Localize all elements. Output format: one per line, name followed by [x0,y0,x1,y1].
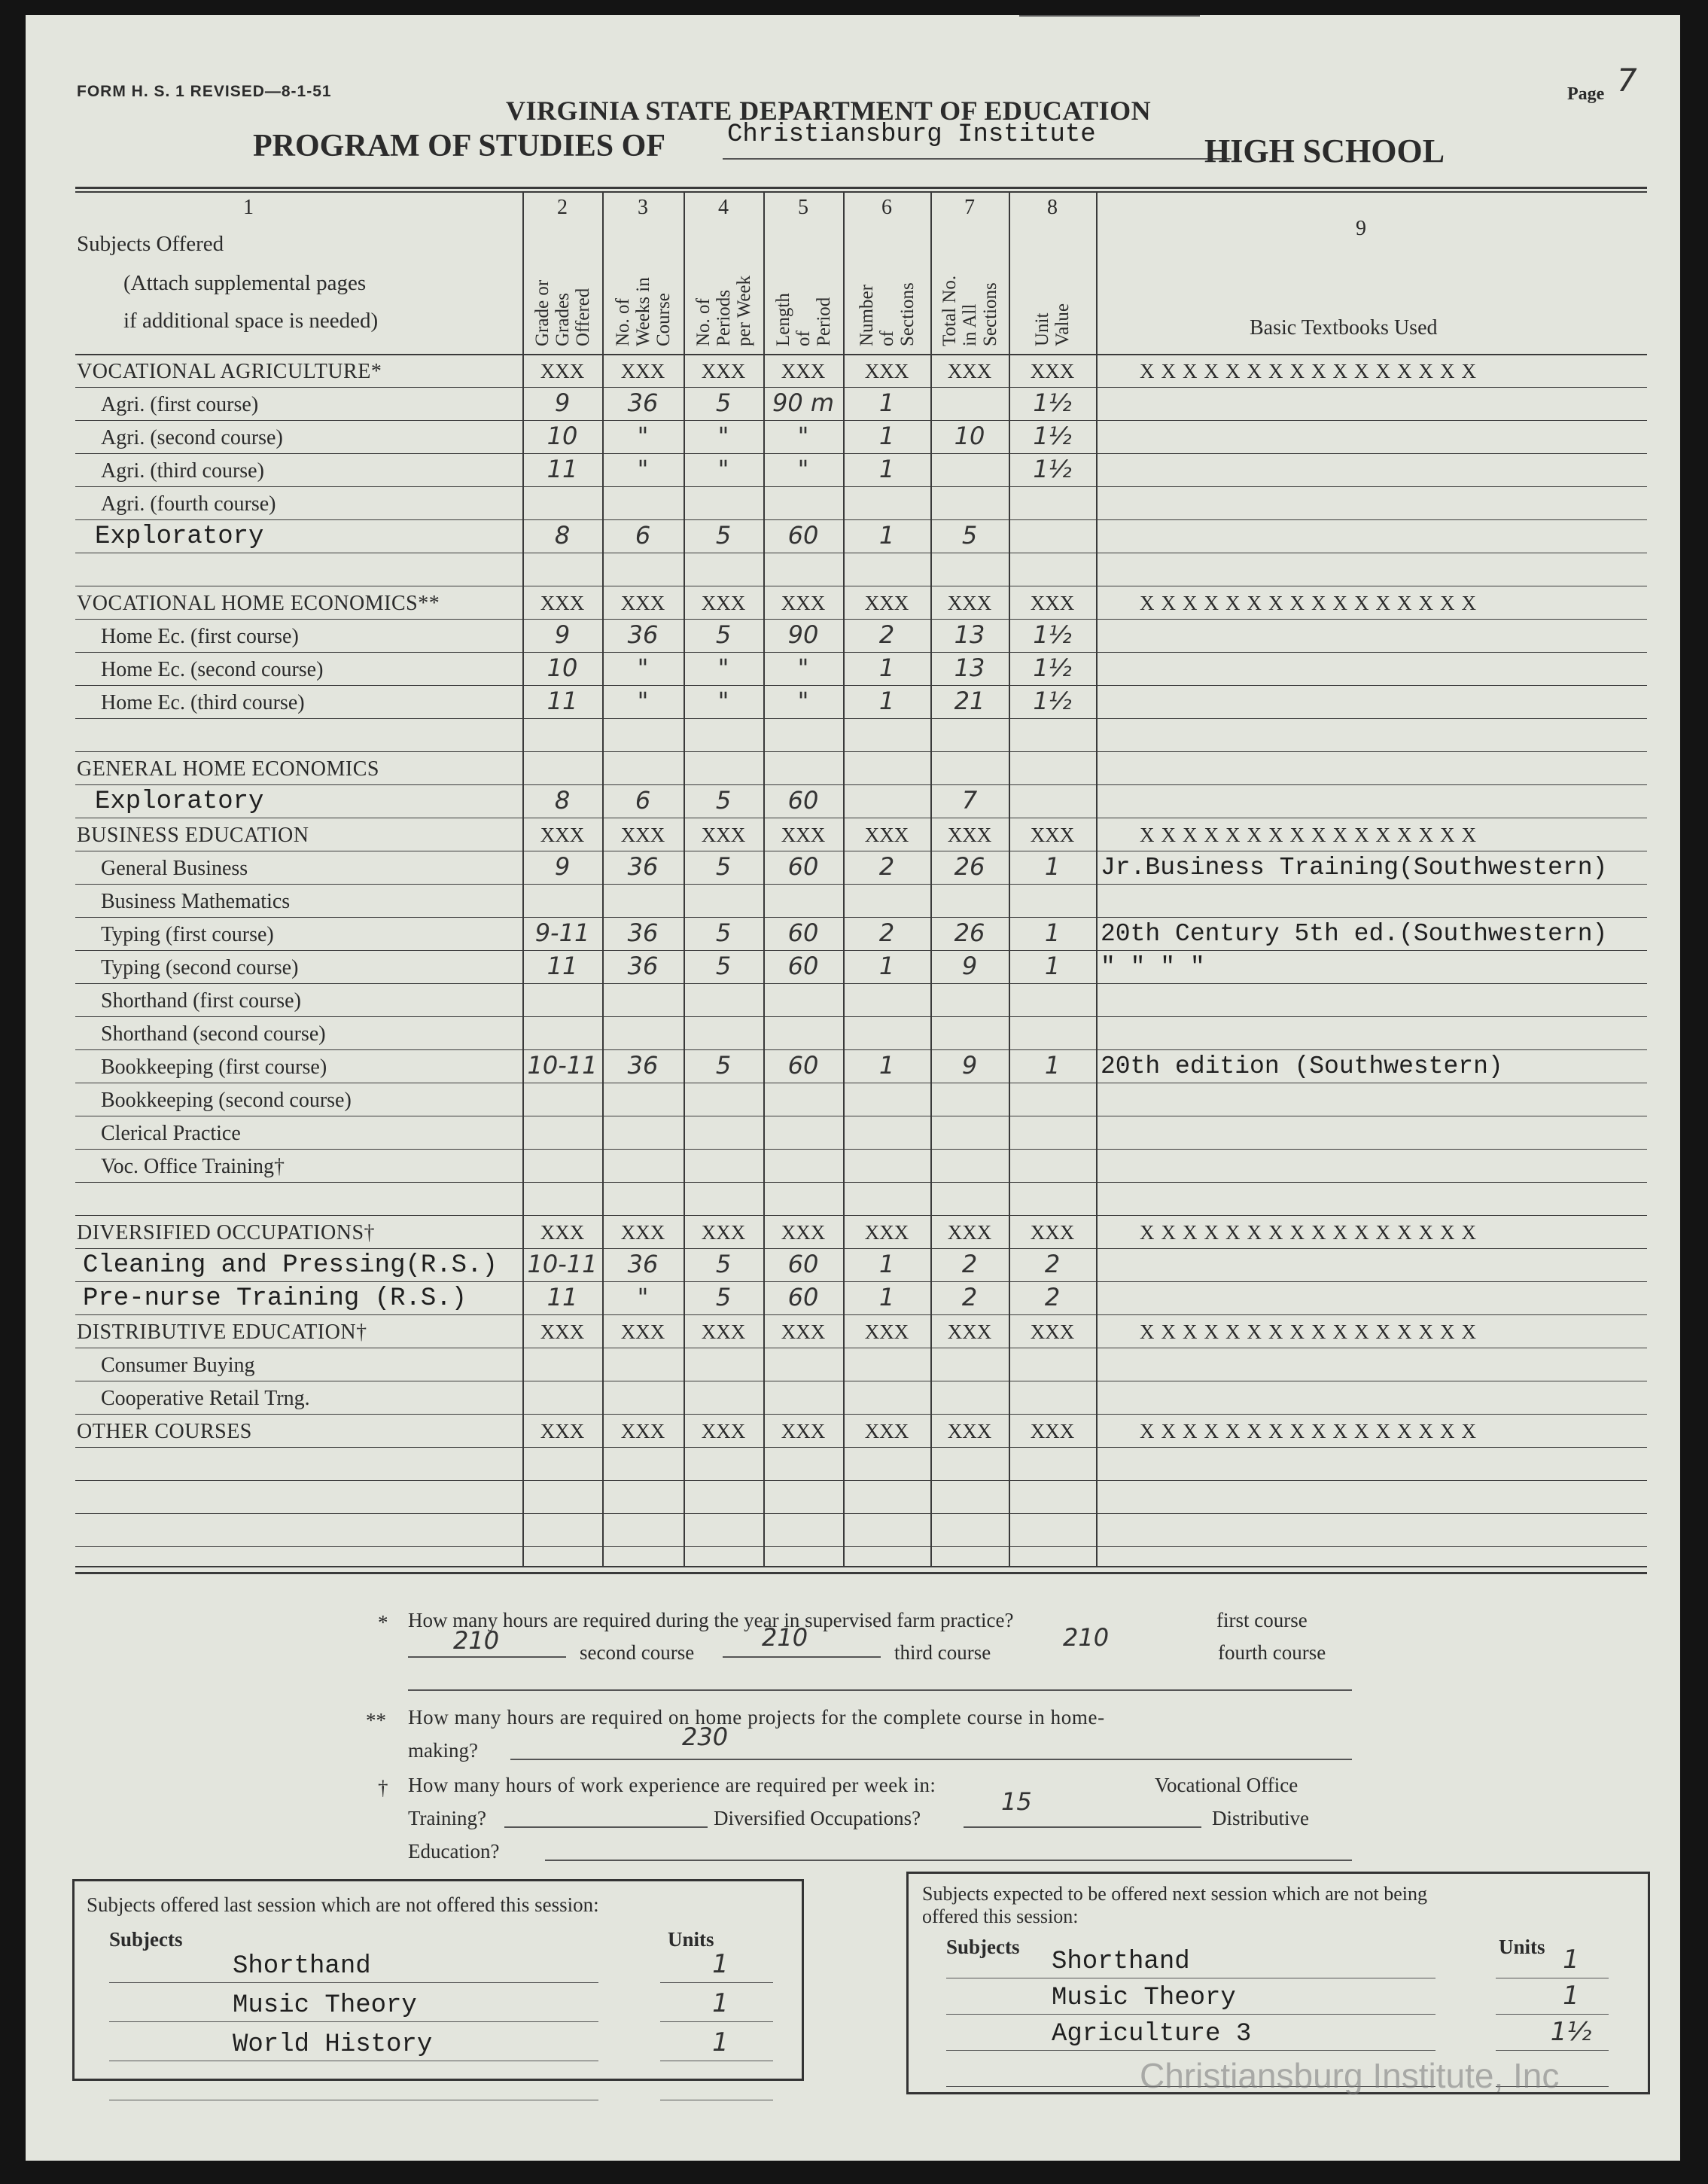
xxx-cell: XXX [864,1320,909,1343]
box-subject: Music Theory [233,1991,417,2020]
column-header-total: Total No. in All Sections [939,275,1000,346]
xxx-cell: XXX [864,1221,909,1244]
cell-grade: 11 [546,952,578,980]
q3-vot-label: Vocational Office [1155,1774,1299,1796]
cell-periods: 5 [715,786,732,815]
xxx-cell: XXX [864,592,909,614]
column-number: 3 [638,196,648,219]
row-rule [75,1182,1647,1183]
cell-unit: 2 [1044,1250,1061,1278]
column-number: 7 [964,196,975,219]
q3-edu-label: Education? [408,1840,500,1863]
xxx-cell: XXX [947,1320,992,1343]
cell-sections: 1 [878,455,895,483]
subject-label: Cooperative Retail Trng. [101,1387,310,1410]
column-number: 1 [243,196,254,219]
cell-periods: " [717,422,729,450]
cell-weeks: " [637,422,649,450]
xxx-cell: XXX [781,360,826,382]
cell-grade: 9-11 [534,918,590,947]
xxx-cell: XXX [947,1420,992,1442]
box-units: 1 [712,1949,729,1979]
table-top-rule [75,187,1647,189]
row-rule [75,983,1647,984]
subject-label: Shorthand (first course) [101,989,301,1013]
cell-total: 26 [954,918,985,947]
row-rule [75,1016,1647,1017]
basic-textbooks-heading: Basic Textbooks Used [1250,316,1438,340]
subject-label: Pre-nurse Training (R.S.) [83,1284,467,1313]
cell-grade: 11 [546,1283,578,1311]
header-bottom-rule [75,354,1647,355]
subject-label: Typing (second course) [101,956,299,979]
xxx-cell: XXX [1030,1320,1075,1343]
subject-label: Home Ec. (second course) [101,658,324,681]
next-session-subjects-label: Subjects [946,1936,1020,1958]
program-suffix: HIGH SCHOOL [1204,133,1445,169]
xxx-cell: XXX [540,360,585,382]
row-rule [75,917,1647,918]
cell-weeks: " [637,1283,649,1311]
cell-sections: 1 [878,388,895,417]
cell-length: 60 [787,521,819,550]
cell-total: 9 [961,1051,978,1080]
column-number: 9 [1356,217,1366,240]
row-rule [75,1149,1647,1150]
box-subject: Shorthand [1052,1948,1190,1976]
xxx-cell: XXX [620,592,665,614]
cell-periods: " [717,455,729,483]
cell-grade: 8 [554,521,571,550]
last-session-title: Subjects offered last session which are not offered this session: [87,1893,599,1916]
xxx-cell: XXX [620,1221,665,1244]
textbook-xxx: XXXXXXXXXXXXXXXX [1140,824,1483,846]
cell-length: 90 m [772,388,835,417]
cell-total: 13 [954,653,985,682]
cell-weeks: 36 [627,388,659,417]
xxx-cell: XXX [701,824,746,846]
subject-label: Agri. (third course) [101,459,264,483]
q1-line1: How many hours are required during the year in supervised farm practice? [408,1609,1014,1631]
next-session-title-1: Subjects expected to be offered next session which are not being [922,1883,1427,1905]
box-units: 1 [712,1988,729,2018]
cell-periods: " [717,653,729,682]
textbook-entry: 20th edition (Southwestern) [1101,1052,1503,1080]
cell-weeks: " [637,455,649,483]
xxx-cell: XXX [540,592,585,614]
row-rule [75,718,1647,719]
xxx-cell: XXX [781,1420,826,1442]
cell-weeks: 36 [627,952,659,980]
xxx-cell: XXX [540,1420,585,1442]
form-id: FORM H. S. 1 REVISED—8-1-51 [77,83,332,100]
subject-label: Consumer Buying [101,1354,255,1377]
textbook-entry: 20th Century 5th ed.(Southwestern) [1101,920,1608,948]
xxx-cell: XXX [701,592,746,614]
cell-sections: 1 [878,687,895,715]
cell-sections: 1 [878,653,895,682]
cell-total: 26 [954,852,985,881]
page-number: 7 [1617,62,1637,99]
row-rule [75,486,1647,487]
subject-label: Home Ec. (first course) [101,625,299,648]
row-rule [75,884,1647,885]
category-label: VOCATIONAL HOME ECONOMICS** [77,592,440,615]
box-subject: Shorthand [233,1952,371,1981]
cell-unit: 1½ [1033,687,1072,715]
cell-periods: 5 [715,918,732,947]
box-entry-line [946,2050,1436,2051]
program-prefix: PROGRAM OF STUDIES OF [253,129,665,163]
xxx-cell: XXX [620,1420,665,1442]
cell-periods: 5 [715,1283,732,1311]
row-rule [75,652,1647,653]
xxx-cell: XXX [864,1420,909,1442]
last-session-units-label: Units [668,1928,714,1951]
school-name-line [723,158,1232,160]
subject-label: Bookkeeping (second course) [101,1089,352,1112]
cell-total: 9 [961,952,978,980]
cell-total: 10 [954,422,985,450]
row-rule [75,950,1647,951]
cell-total: 2 [961,1283,978,1311]
cell-periods: " [717,687,729,715]
cell-sections: 2 [878,620,895,649]
cell-length: 60 [787,786,819,815]
cell-sections: 2 [878,918,895,947]
q1-second-label: second course [580,1641,695,1664]
page-label: Page [1567,84,1605,104]
column-header-sections: Number of Sections [856,282,918,346]
category-label: DIVERSIFIED OCCUPATIONS† [77,1221,376,1244]
cell-unit: 1½ [1033,422,1072,450]
row-rule [75,1314,1647,1315]
q1-fourth-label: fourth course [1218,1641,1326,1664]
box-units: 1 [1563,1945,1579,1975]
xxx-cell: XXX [1030,824,1075,846]
column-number: 4 [718,196,729,219]
cell-unit: 1 [1044,952,1061,980]
cell-length: 60 [787,1250,819,1278]
xxx-cell: XXX [947,592,992,614]
cell-sections: 1 [878,422,895,450]
subject-label: Home Ec. (third course) [101,691,305,714]
row-rule [75,1248,1647,1249]
cell-weeks: " [637,687,649,715]
cell-length: " [797,455,809,483]
q1-mark: * [378,1611,388,1634]
category-label: VOCATIONAL AGRICULTURE* [77,360,382,383]
table-top-rule-2 [75,191,1647,193]
q2-mark: ** [366,1709,386,1732]
subjects-offered-heading: Subjects Offered [77,232,224,256]
subject-label: Clerical Practice [101,1122,241,1145]
column-header-periods: No. of Periods per Week [693,275,754,346]
row-rule [75,1414,1647,1415]
cell-unit: 2 [1044,1283,1061,1311]
q1-first-line [408,1656,566,1658]
cell-grade: 8 [554,786,571,815]
textbook-xxx: XXXXXXXXXXXXXXXX [1140,1221,1483,1244]
column-number: 2 [557,196,568,219]
cell-unit: 1½ [1033,455,1072,483]
textbook-xxx: XXXXXXXXXXXXXXXX [1140,592,1483,614]
box-units: 1½ [1550,2017,1592,2047]
cell-length: 60 [787,852,819,881]
q3-div-answer: 15 [1001,1787,1032,1816]
xxx-cell: XXX [781,824,826,846]
xxx-cell: XXX [701,1320,746,1343]
q1-second-answer: 210 [762,1623,808,1652]
cell-sections: 1 [878,1283,895,1311]
row-rule [75,1281,1647,1282]
subject-label: Cleaning and Pressing(R.S.) [83,1251,498,1280]
category-label: GENERAL HOME ECONOMICS [77,757,379,781]
q2-answer: 230 [682,1723,729,1751]
row-rule [75,387,1647,388]
cell-grade: 9 [554,388,571,417]
cell-grade: 10 [546,653,578,682]
cell-sections: 2 [878,852,895,881]
cell-sections: 1 [878,1051,895,1080]
row-rule [75,1546,1647,1547]
last-session-subjects-label: Subjects [109,1928,183,1951]
cell-sections: 1 [878,521,895,550]
column-header-weeks: No. of Weeks in Course [612,277,674,346]
xxx-cell: XXX [864,360,909,382]
cell-unit: 1 [1044,852,1061,881]
q1-third-line [1019,15,1200,17]
cell-total: 2 [961,1250,978,1278]
xxx-cell: XXX [701,360,746,382]
cell-periods: 5 [715,521,732,550]
subjects-note-line2: if additional space is needed) [123,309,379,333]
xxx-cell: XXX [701,1221,746,1244]
box-entry-line [1496,2050,1609,2051]
row-rule [75,420,1647,421]
xxx-cell: XXX [620,360,665,382]
category-label: BUSINESS EDUCATION [77,824,309,847]
cell-length: 60 [787,952,819,980]
subject-label: Voc. Office Training† [101,1155,285,1178]
xxx-cell: XXX [1030,592,1075,614]
box-entry-line [109,2021,598,2022]
cell-weeks: 36 [627,852,659,881]
cell-length: 90 [787,620,819,649]
cell-periods: 5 [715,620,732,649]
q3-mark: † [378,1777,388,1799]
row-rule [75,784,1647,785]
cell-grade: 9 [554,620,571,649]
subject-label: Agri. (second course) [101,426,283,449]
xxx-cell: XXX [1030,360,1075,382]
xxx-cell: XXX [701,1420,746,1442]
cell-length: 60 [787,1283,819,1311]
table-bottom-rule-2 [75,1572,1647,1574]
cell-grade: 11 [546,687,578,715]
box-units: 1 [1563,1981,1579,2011]
box-entry-line [946,2014,1436,2015]
cell-grade: 10-11 [527,1250,598,1278]
textbook-xxx: XXXXXXXXXXXXXXXX [1140,1320,1483,1343]
q1-second-line [723,1656,881,1658]
q3-edu-line [545,1860,1352,1861]
q3-training-label: Training? [408,1807,487,1829]
cell-unit: 1 [1044,1051,1061,1080]
cell-weeks: 36 [627,1250,659,1278]
cell-unit: 1½ [1033,388,1072,417]
category-label: DISTRIBUTIVE EDUCATION† [77,1320,367,1344]
cell-sections: 1 [878,1250,895,1278]
department-title: VIRGINIA STATE DEPARTMENT OF EDUCATION [506,96,1152,126]
column-number: 5 [798,196,808,219]
q1-third-label: third course [894,1641,991,1664]
box-entry-line [660,2021,773,2022]
cell-weeks: 36 [627,620,659,649]
box-subject: Music Theory [1052,1984,1236,2012]
cell-grade: 11 [546,455,578,483]
cell-total: 21 [954,687,985,715]
box-units: 1 [712,2027,729,2058]
cell-total: 13 [954,620,985,649]
box-entry-line [1496,2014,1609,2015]
cell-grade: 10 [546,422,578,450]
cell-length: " [797,687,809,715]
cell-unit: 1½ [1033,653,1072,682]
textbook-entry: Jr.Business Training(Southwestern) [1101,854,1608,882]
subject-label: Bookkeeping (first course) [101,1055,327,1079]
xxx-cell: XXX [540,1320,585,1343]
cell-grade: 10-11 [527,1051,598,1080]
box-entry-line [660,1982,773,1983]
xxx-cell: XXX [947,824,992,846]
cell-unit: 1 [1044,918,1061,947]
column-number: 6 [881,196,892,219]
q3-training-line [504,1826,708,1828]
column-number: 8 [1047,196,1058,219]
xxx-cell: XXX [781,592,826,614]
subjects-note-line1: (Attach supplemental pages [123,271,367,295]
last-session-box [72,1879,804,2081]
cell-total: 7 [961,786,978,815]
subject-label: Business Mathematics [101,890,291,913]
column-divider [1096,191,1098,1566]
row-rule [75,1513,1647,1514]
row-rule [75,1215,1647,1216]
cell-sections: 1 [878,952,895,980]
column-header-grade: Grade or Grades Offered [531,279,593,346]
q3-div-label: Diversified Occupations? [714,1807,921,1829]
row-rule [75,1447,1647,1448]
cell-periods: 5 [715,952,732,980]
column-header-unit: Unit Value [1032,303,1073,346]
textbook-xxx: XXXXXXXXXXXXXXXX [1140,1420,1483,1442]
q1-fourth-line [408,1689,1352,1691]
cell-weeks: 36 [627,918,659,947]
q1-first-answer: 210 [453,1626,500,1655]
cell-length: " [797,422,809,450]
row-rule [75,619,1647,620]
cell-weeks: 6 [635,521,651,550]
cell-length: 60 [787,1051,819,1080]
xxx-cell: XXX [1030,1420,1075,1442]
xxx-cell: XXX [540,1221,585,1244]
row-rule [75,1049,1647,1050]
xxx-cell: XXX [781,1221,826,1244]
cell-periods: 5 [715,852,732,881]
q3-line1: How many hours of work experience are required per week in: [408,1774,936,1796]
row-rule [75,453,1647,454]
q1-first-label: first course [1216,1609,1308,1631]
cell-unit: 1½ [1033,620,1072,649]
document-sheet [26,15,1680,2161]
school-name: Christiansburg Institute [727,120,1096,149]
xxx-cell: XXX [864,824,909,846]
cell-weeks: 36 [627,1051,659,1080]
q1-third-answer: 210 [1063,1623,1110,1652]
cell-periods: 5 [715,1250,732,1278]
cell-total: 5 [961,521,978,550]
subject-label: Agri. (first course) [101,393,259,416]
cell-length: " [797,653,809,682]
box-subject: Agriculture 3 [1052,2020,1252,2048]
category-label: OTHER COURSES [77,1420,252,1443]
box-entry-line [109,1982,598,1983]
watermark: Christiansburg Institute, Inc [1140,2056,1560,2095]
xxx-cell: XXX [947,360,992,382]
xxx-cell: XXX [620,1320,665,1343]
xxx-cell: XXX [1030,1221,1075,1244]
xxx-cell: XXX [620,824,665,846]
column-header-length: Length of Period [772,293,834,346]
cell-grade: 9 [554,852,571,881]
subject-label: Agri. (fourth course) [101,492,276,516]
subject-label: Typing (first course) [101,923,274,946]
textbook-xxx: XXXXXXXXXXXXXXXX [1140,360,1483,382]
table-bottom-rule [75,1566,1647,1567]
q2-line [510,1759,1352,1760]
q2-line1: How many hours are required on home projects for the complete course in home- [408,1706,1105,1729]
next-session-title-2: offered this session: [922,1905,1079,1927]
subject-label: Exploratory [95,522,264,551]
textbook-entry: " " " " [1101,953,1205,981]
row-rule [75,685,1647,686]
subject-label: Shorthand (second course) [101,1022,326,1046]
cell-periods: 5 [715,388,732,417]
q3-dist-label: Distributive [1212,1807,1309,1829]
cell-periods: 5 [715,1051,732,1080]
row-rule [75,751,1647,752]
next-session-units-label: Units [1499,1936,1545,1958]
cell-length: 60 [787,918,819,947]
subject-label: General Business [101,857,248,880]
row-rule [75,519,1647,520]
xxx-cell: XXX [540,824,585,846]
subject-label: Exploratory [95,787,264,816]
cell-weeks: " [637,653,649,682]
cell-weeks: 6 [635,786,651,815]
xxx-cell: XXX [947,1221,992,1244]
box-subject: World History [233,2030,433,2059]
q2-line2: making? [408,1739,478,1762]
row-rule [75,1480,1647,1481]
q3-div-line [964,1826,1201,1828]
xxx-cell: XXX [781,1320,826,1343]
